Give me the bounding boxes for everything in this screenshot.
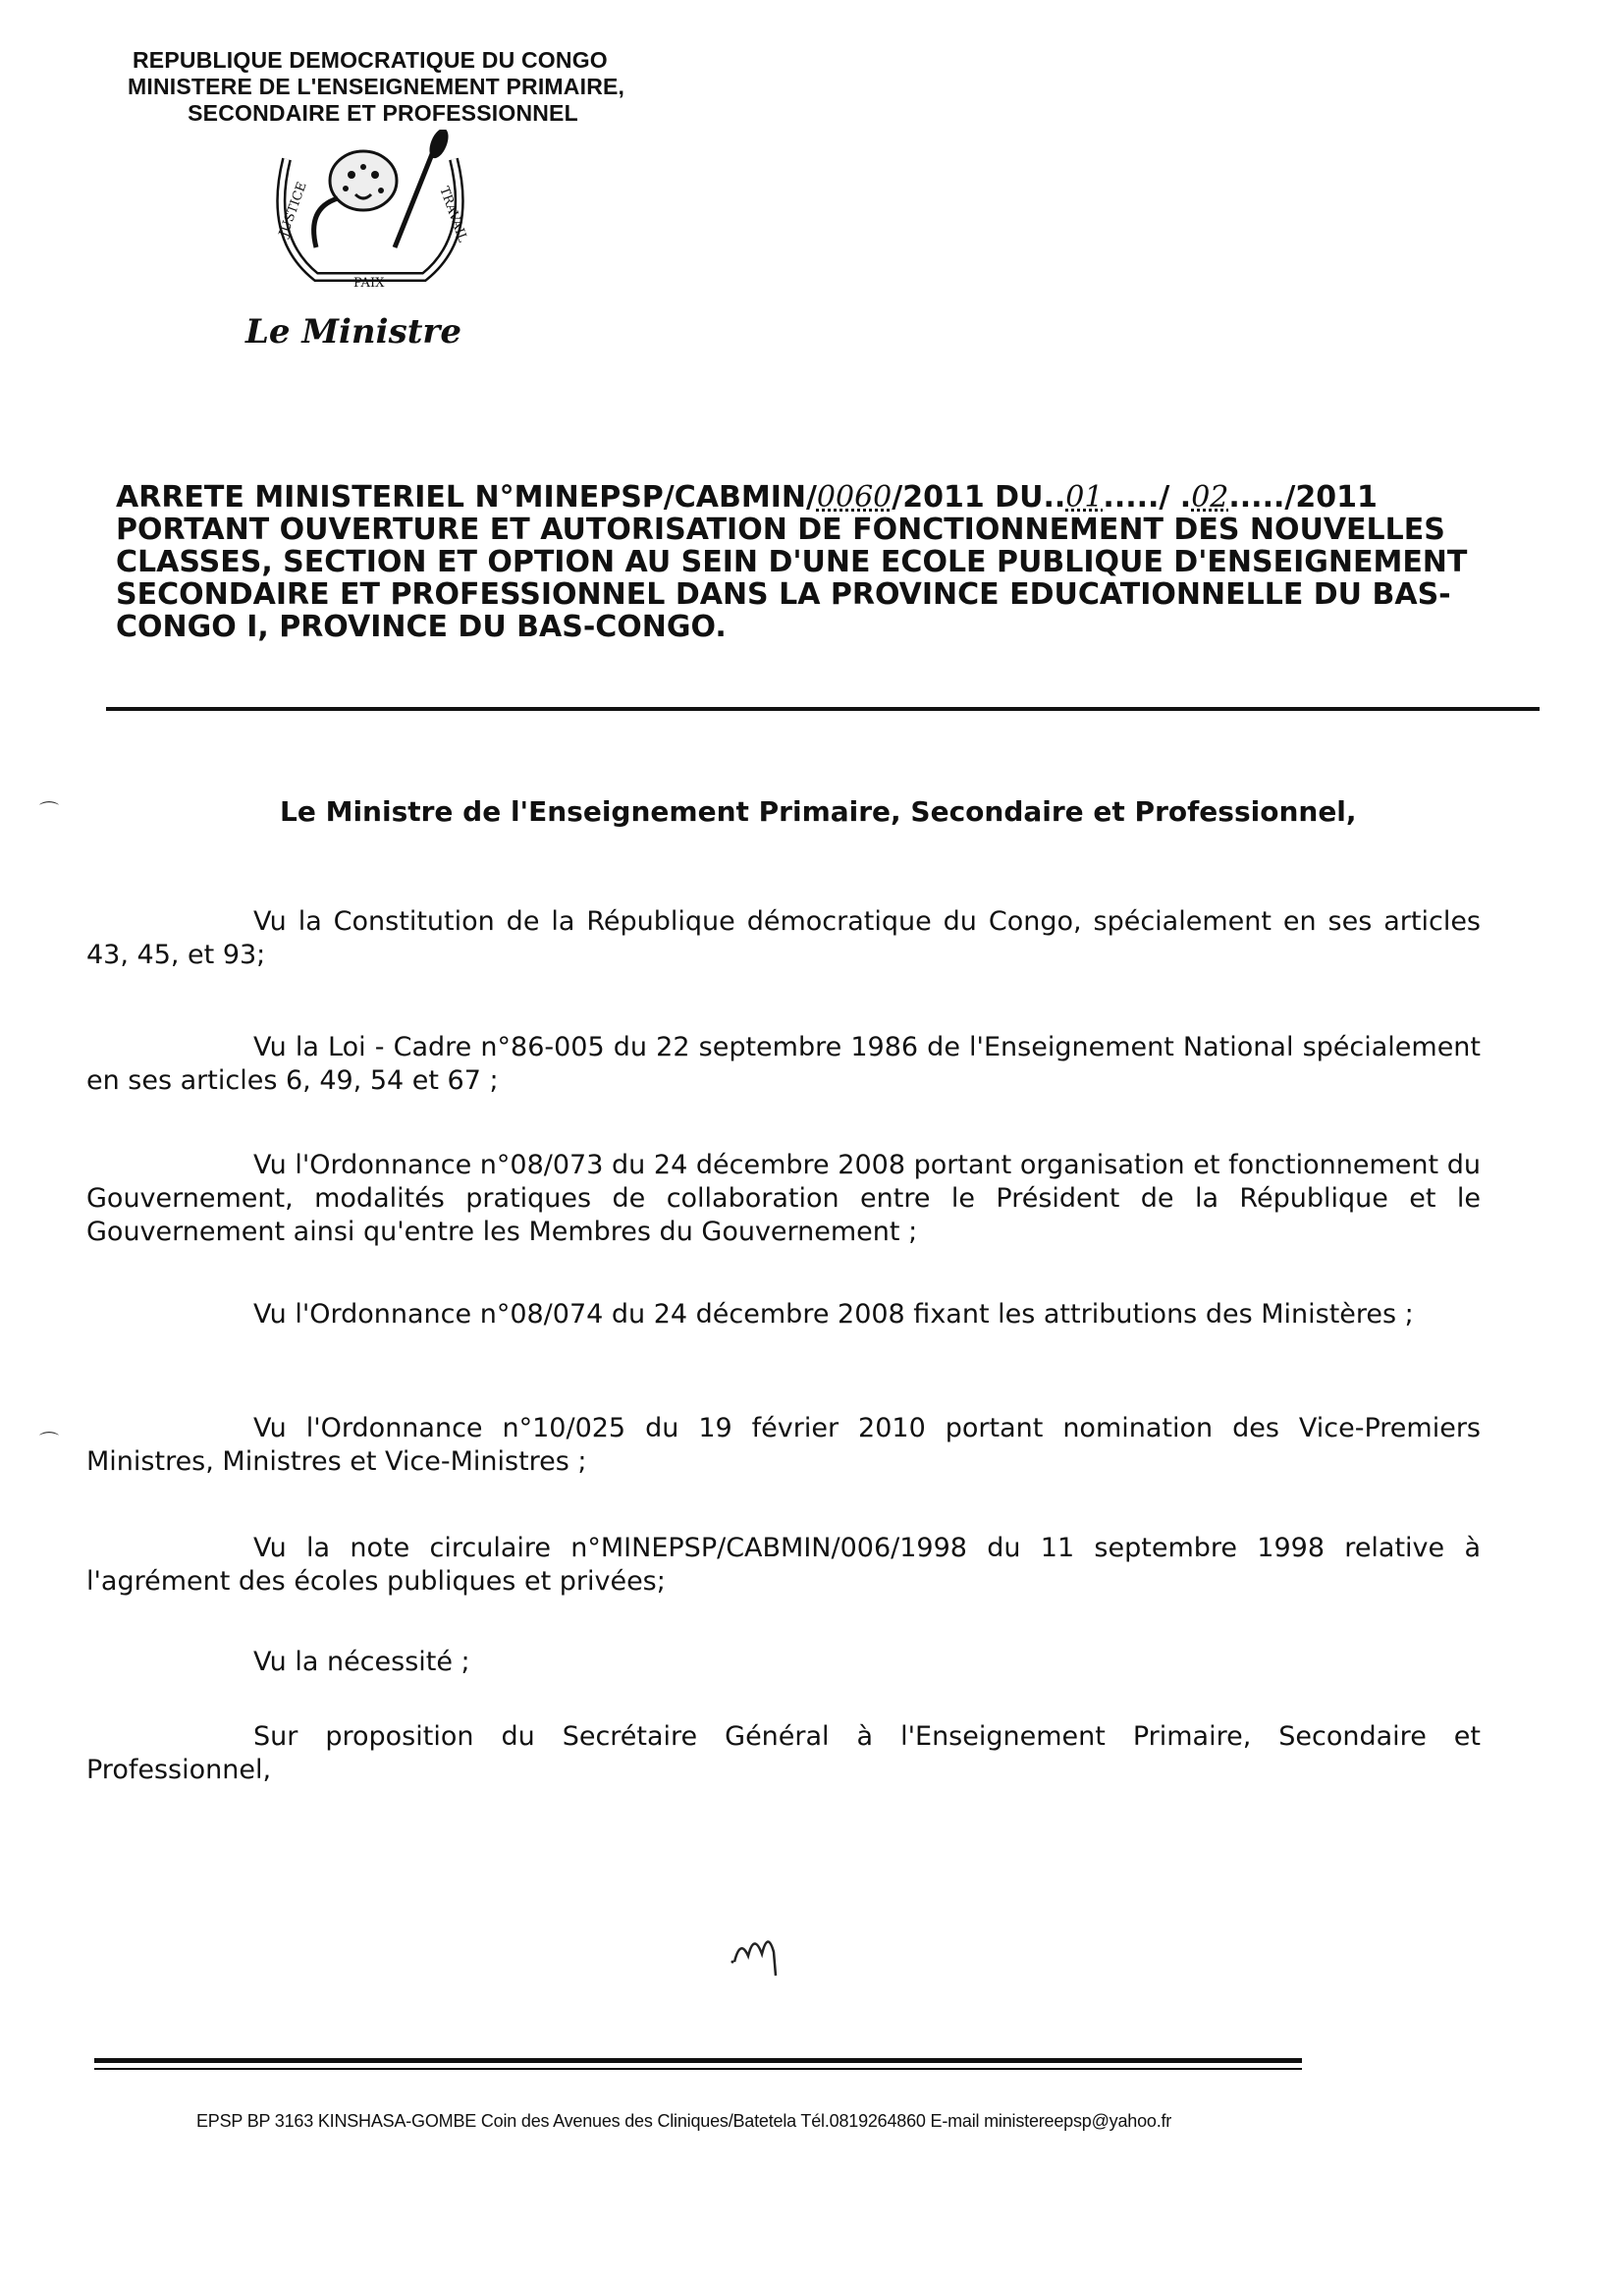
- initials-signature-icon: [729, 1925, 797, 1983]
- emblem-motto-right: TRAVAIL: [436, 185, 470, 244]
- title-divider: [106, 707, 1540, 711]
- consideration-paragraph: Vu la Loi - Cadre n°86-005 du 22 septembre 1986 de l'Enseignement National spécialement en ses articles 6, 49, 54 et 67 ;: [86, 1032, 1481, 1096]
- consideration-paragraph: Sur proposition du Secrétaire Général à l'Enseignement Primaire, Secondaire et Professionnel,: [86, 1721, 1481, 1785]
- decree-prefix: ARRETE MINISTERIEL N°MINEPSP/CABMIN/: [116, 480, 817, 515]
- margin-mark: ⌒: [39, 1430, 59, 1453]
- consideration-paragraph: Vu l'Ordonnance n°08/074 du 24 décembre 2008 fixant les attributions des Ministères ;: [253, 1299, 1414, 1330]
- consideration-paragraph: Vu la nécessité ;: [253, 1647, 470, 1677]
- decree-year-end: ...../2011: [1228, 480, 1378, 515]
- coat-of-arms-icon: [247, 130, 493, 297]
- letterhead: [128, 47, 677, 127]
- consideration-paragraph: Vu la note circulaire n°MINEPSP/CABMIN/006/1998 du 11 septembre 1998 relative à l'agrément des écoles publiques et privées;: [86, 1533, 1481, 1597]
- margin-mark: ⌒: [39, 799, 59, 823]
- decree-title-line-2: PORTANT OUVERTURE ET AUTORISATION DE FONCTIONNEMENT DES NOUVELLES: [116, 513, 1445, 547]
- decree-year-du: /2011 DU..: [892, 480, 1066, 515]
- decree-title-line-1: [116, 481, 1530, 514]
- decree-title: [116, 481, 1530, 643]
- decree-month: 02: [1191, 480, 1229, 515]
- footer-divider: [94, 2058, 1302, 2063]
- signatory-title: Le Ministre: [245, 312, 461, 352]
- letterhead-line-3: SECONDAIRE ET PROFESSIONNEL: [188, 100, 578, 126]
- footer-divider: [94, 2068, 1302, 2070]
- decree-number: 0060: [816, 480, 893, 515]
- decree-title-line-4: SECONDAIRE ET PROFESSIONNEL DANS LA PROVINCE EDUCATIONNELLE DU BAS-: [116, 577, 1451, 612]
- decree-title-line-5: CONGO I, PROVINCE DU BAS-CONGO.: [116, 610, 727, 644]
- emblem-motto-left: JUSTICE: [276, 180, 310, 240]
- decree-day: 01: [1065, 480, 1104, 515]
- emblem-motto-bottom: PAIX: [353, 276, 385, 291]
- letterhead-line-2: MINISTERE DE L'ENSEIGNEMENT PRIMAIRE,: [128, 74, 625, 99]
- letterhead-line-1: REPUBLIQUE DEMOCRATIQUE DU CONGO: [133, 47, 608, 73]
- consideration-paragraph: Vu l'Ordonnance n°10/025 du 19 février 2010 portant nomination des Vice-Premiers Ministres, Ministres et Vice-Ministres ;: [86, 1413, 1481, 1477]
- consideration-paragraph: Vu l'Ordonnance n°08/073 du 24 décembre 2008 portant organisation et fonctionnement du Gouvernement, modalités pratiques de collaboration entre le Président de la République et le Gouvernement ainsi qu'entre les Membres du Gouvernement ;: [86, 1150, 1481, 1247]
- consideration-paragraph: Vu la Constitution de la République démocratique du Congo, spécialement en ses articles 43, 45, et 93;: [86, 906, 1481, 970]
- preamble: Le Ministre de l'Enseignement Primaire, Secondaire et Professionnel,: [280, 795, 1357, 828]
- decree-sep: ...../ .: [1103, 480, 1192, 515]
- footer-address: EPSP BP 3163 KINSHASA-GOMBE Coin des Avenues des Cliniques/Batetela Tél.0819264860 E-mail ministereepsp@yahoo.fr: [196, 2111, 1172, 2131]
- decree-title-line-3: CLASSES, SECTION ET OPTION AU SEIN D'UNE ECOLE PUBLIQUE D'ENSEIGNEMENT: [116, 545, 1468, 579]
